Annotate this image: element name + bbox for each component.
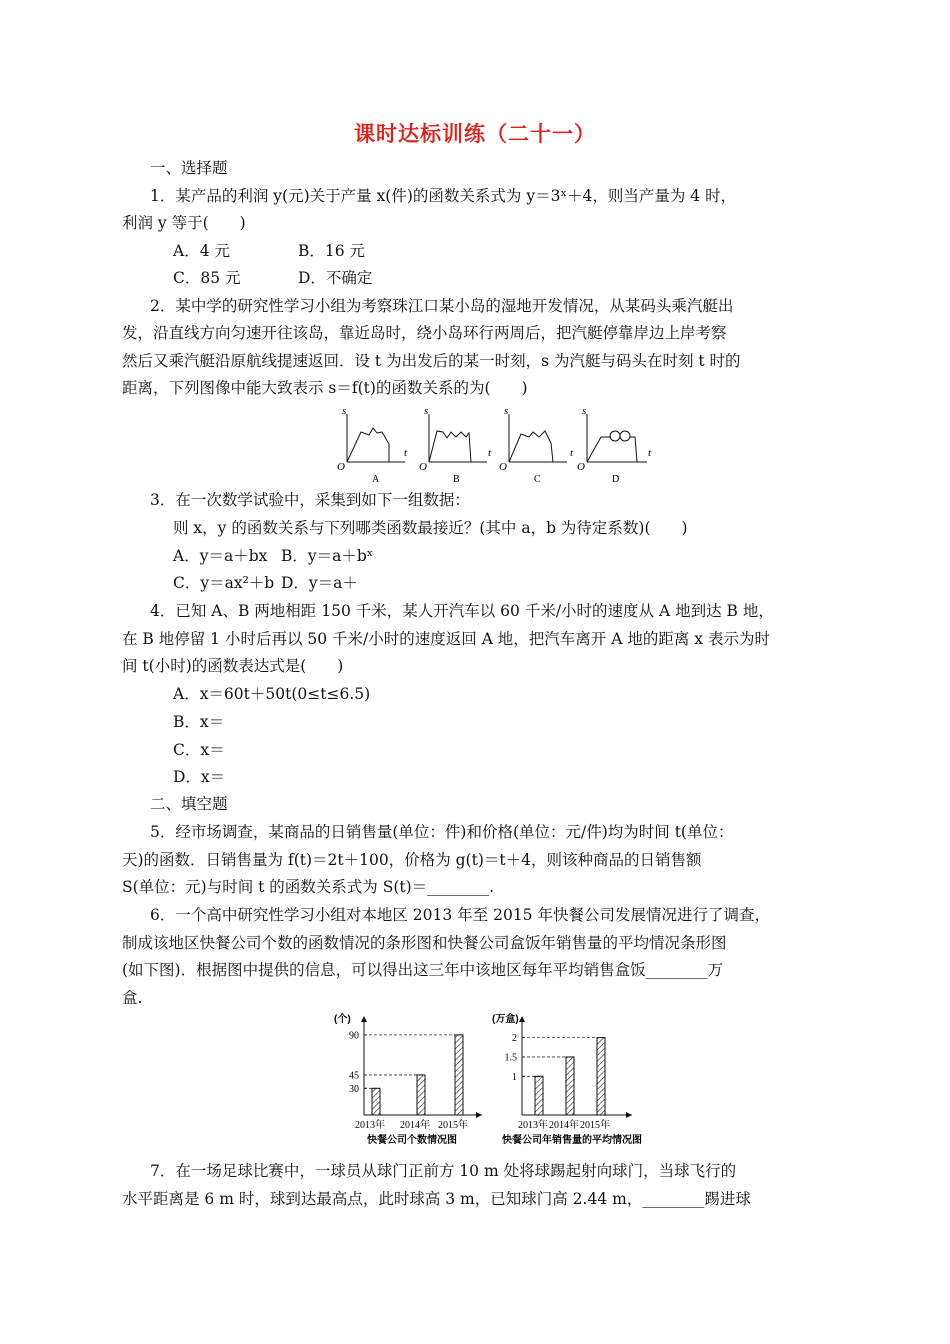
x-axis-arrow xyxy=(626,1112,632,1118)
bar-2015年 xyxy=(597,1038,605,1115)
bar-2014年 xyxy=(417,1075,425,1115)
question-5-text: 5．经市场调查，某商品的日销售量(单位：件)和价格(单位：元/件)均为时间 t(单位： xyxy=(150,823,734,841)
y-axis-arrow xyxy=(519,1016,525,1022)
option-a: A．4 元 xyxy=(173,242,230,260)
question-3-options-row1 xyxy=(173,546,373,566)
question-4-option-c: C．x＝ xyxy=(173,741,225,759)
question-2-text-cont: 然后又乘汽艇沿原航线提速返回．设 t 为出发后的某一时刻，s 为汽艇与码头在时刻 t 时的 xyxy=(122,352,741,370)
company-count-bar-chart xyxy=(322,1012,492,1152)
question-1-text: 1．某产品的利润 y(元)关于产量 x(件)的函数关系式为 y＝3ˣ＋4，则当产量为 4 时， xyxy=(150,187,737,205)
question-7-text-cont: 水平距离是 6 m 时，球到达最高点，此时球高 3 m，已知球门高 2.44 m，________踢进球 xyxy=(122,1190,751,1208)
question-3-text-cont: 则 x，y 的函数关系与下列哪类函数最接近？(其中 a，b 为待定系数)( ) xyxy=(173,519,688,537)
question-3-options-row2 xyxy=(173,573,358,593)
x-tick-label: 2014年 xyxy=(549,1120,579,1131)
origin-label: O xyxy=(577,461,585,473)
option-b: B．16 元 xyxy=(298,242,366,260)
option-a: A．y＝a＋bx xyxy=(173,547,268,565)
option-b: B．y＝a＋bˣ xyxy=(281,547,374,565)
axis-s-label: s xyxy=(504,405,509,417)
question-4-text-cont: 间 t(小时)的函数表达式是( ) xyxy=(122,657,344,675)
question-2-text: 2．某中学的研究性学习小组为考察珠江口某小岛的湿地开发情况，从某码头乘汽艇出 xyxy=(150,297,734,315)
section-heading-fill: 二、填空题 xyxy=(150,795,228,813)
y-tick-label: 2 xyxy=(512,1033,517,1045)
bar-2013年 xyxy=(372,1088,380,1115)
page-title: 课时达标训练（二十一） xyxy=(354,122,596,146)
graph-label-a: A xyxy=(372,474,380,485)
option-d: D．不确定 xyxy=(298,269,373,287)
x-tick-label: 2015年 xyxy=(438,1120,468,1131)
question-2-graphs-figure xyxy=(325,404,655,486)
option-d: D．y＝a＋ xyxy=(281,574,358,592)
axis-s-label: s xyxy=(582,405,587,417)
y-axis-label: (万盒) xyxy=(492,1014,519,1025)
question-5-text-cont: S(单位：元)与时间 t 的函数关系式为 S(t)＝________. xyxy=(122,878,495,896)
bar-2015年 xyxy=(455,1035,463,1115)
option-c: C．85 元 xyxy=(173,269,241,287)
origin-label: O xyxy=(419,461,427,473)
question-3-text: 3．在一次数学试验中，采集到如下一组数据： xyxy=(150,491,470,509)
graph-c xyxy=(499,405,574,485)
option-c: C．y＝ax²＋b xyxy=(173,574,275,592)
graph-label-c: C xyxy=(534,474,541,485)
question-1-text-cont: 利润 y 等于( ) xyxy=(122,214,246,232)
origin-label: O xyxy=(499,461,507,473)
y-tick-label: 30 xyxy=(349,1083,359,1095)
axis-t-label: t xyxy=(488,447,492,459)
axis-s-label: s xyxy=(342,405,347,417)
y-axis-arrow xyxy=(361,1016,367,1022)
question-2-text-cont: 距离，下列图像中能大致表示 s＝f(t)的函数关系的为( ) xyxy=(122,379,528,397)
question-2-text-cont: 发，沿直线方向匀速开往该岛，靠近岛时，绕小岛环行两周后，把汽艇停靠岸边上岸考察 xyxy=(122,324,727,342)
bar-2014年 xyxy=(566,1057,574,1115)
graph-label-b: B xyxy=(453,474,460,485)
question-4-text: 4．已知 A、B 两地相距 150 千米，某人开汽车以 60 千米/小时的速度从 A 地到达 B 地， xyxy=(150,602,774,620)
question-7-text: 7．在一场足球比赛中，一球员从球门正前方 10 m 处将球踢起射向球门，当球飞行的 xyxy=(150,1162,737,1180)
graph-label-d: D xyxy=(612,474,620,485)
y-axis-label: (个) xyxy=(334,1014,351,1025)
bar-2013年 xyxy=(535,1076,543,1115)
question-1-options-row2 xyxy=(173,268,372,288)
y-tick-label: 45 xyxy=(349,1070,359,1082)
boxed-meal-sales-bar-chart xyxy=(482,1012,662,1152)
axis-s-label: s xyxy=(424,405,429,417)
question-4-option-d: D．x＝ xyxy=(173,768,226,786)
chart-caption: 快餐公司年销售量的平均情况图 xyxy=(502,1135,642,1146)
x-tick-label: 2013年 xyxy=(355,1120,385,1131)
chart-caption: 快餐公司个数情况图 xyxy=(367,1135,457,1146)
graph-d xyxy=(577,405,652,485)
x-tick-label: 2014年 xyxy=(400,1120,430,1131)
x-tick-label: 2013年 xyxy=(518,1120,548,1131)
question-5-text-cont: 天)的函数．日销售量为 f(t)＝2t＋100，价格为 g(t)＝t＋4，则该种商品的日销售额 xyxy=(122,851,702,869)
y-tick-label: 90 xyxy=(349,1030,359,1042)
y-tick-label: 1.5 xyxy=(504,1052,517,1064)
question-4-option-b: B．x＝ xyxy=(173,713,225,731)
question-6-text-cont: 制成该地区快餐公司个数的函数情况的条形图和快餐公司盒饭年销售量的平均情况条形图 xyxy=(122,934,727,952)
question-6-text-cont: (如下图)．根据图中提供的信息，可以得出这三年中该地区每年平均销售盒饭________万 xyxy=(122,961,724,979)
axis-t-label: t xyxy=(404,447,408,459)
question-4-option-a: A．x＝60t＋50t(0≤t≤6.5) xyxy=(173,685,371,703)
origin-label: O xyxy=(337,461,345,473)
axis-t-label: t xyxy=(648,447,652,459)
question-6-text-cont: 盒. xyxy=(122,989,143,1007)
question-1-options-row1 xyxy=(173,241,365,261)
x-tick-label: 2015年 xyxy=(580,1120,610,1131)
question-6-text: 6．一个高中研究性学习小组对本地区 2013 年至 2015 年快餐公司发展情况进行了调查， xyxy=(150,906,770,924)
section-heading-choice: 一、选择题 xyxy=(150,159,228,177)
y-tick-label: 1 xyxy=(512,1071,517,1083)
graph-b xyxy=(419,405,492,485)
graph-a xyxy=(337,405,408,485)
question-4-text-cont: 在 B 地停留 1 小时后再以 50 千米/小时的速度返回 A 地，把汽车离开 A 地的距离 x 表示为时 xyxy=(122,630,770,648)
axis-t-label: t xyxy=(570,447,574,459)
